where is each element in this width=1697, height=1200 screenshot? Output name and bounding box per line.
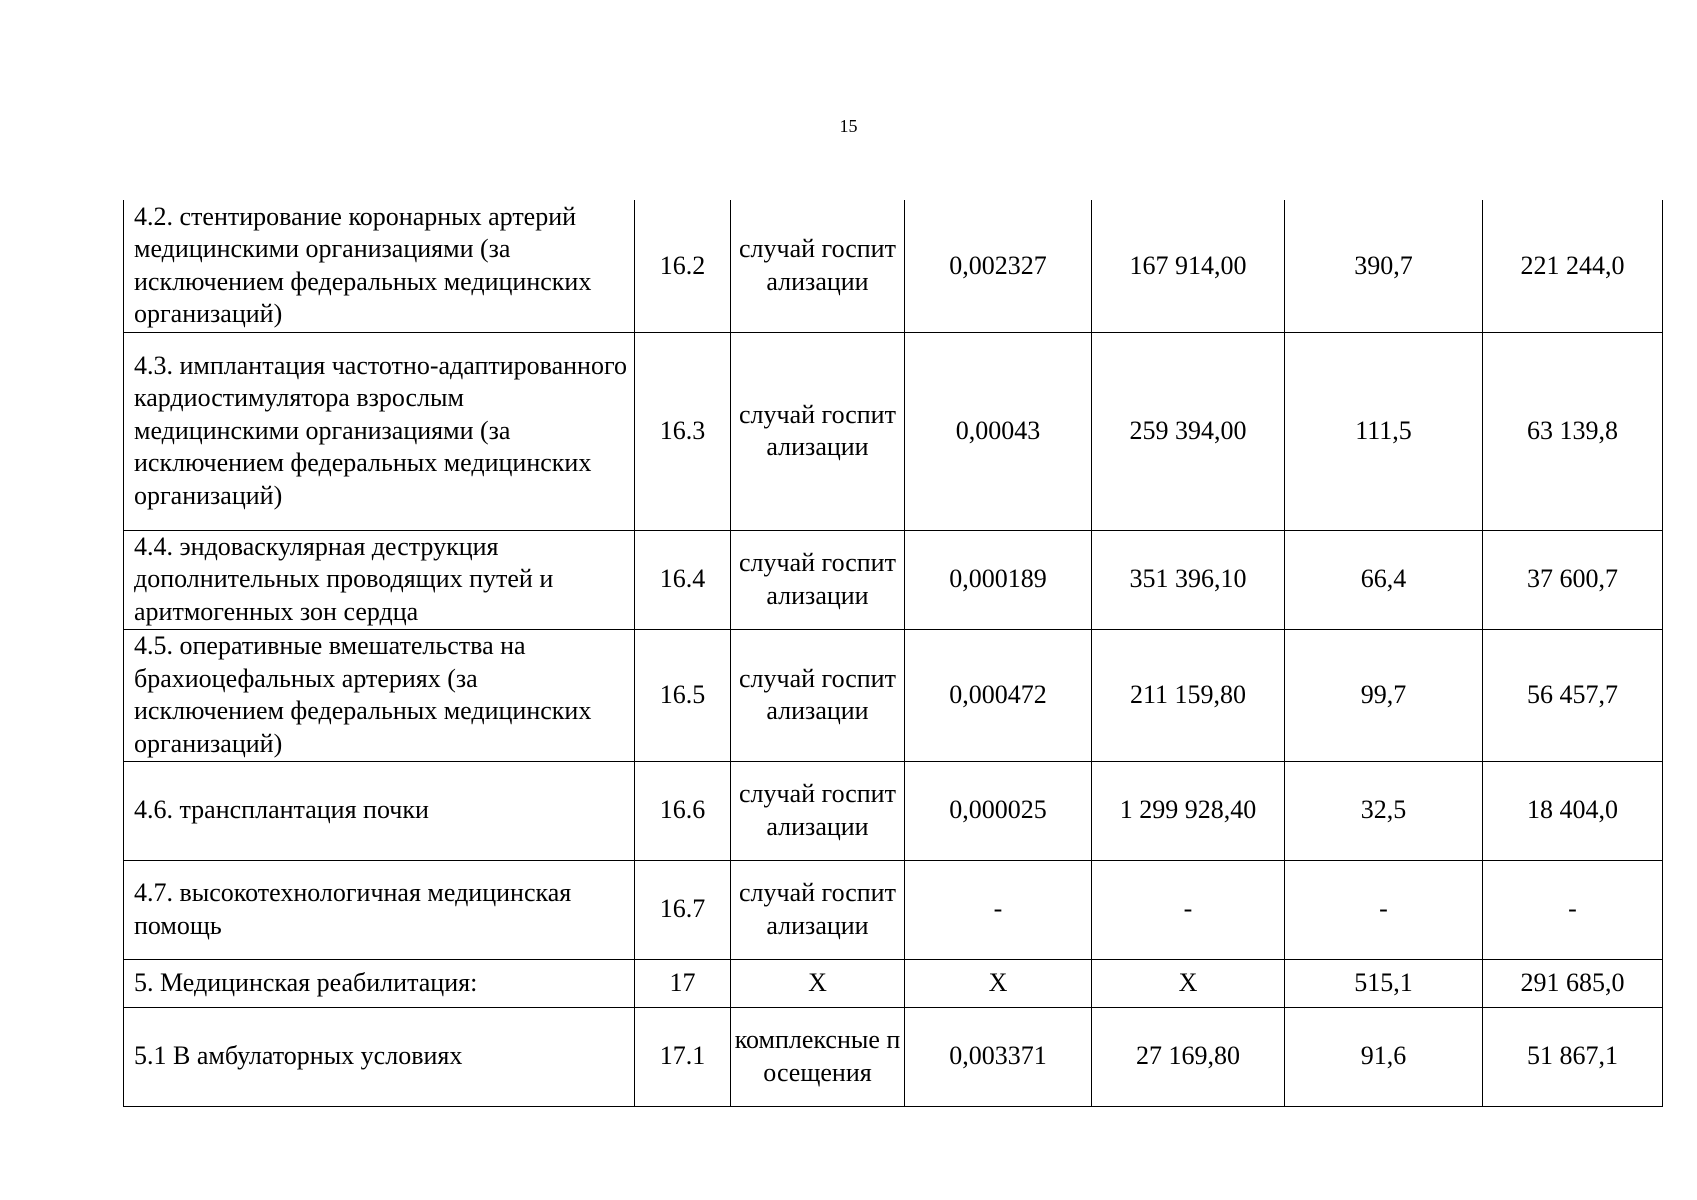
cost-cell: 211 159,80: [1092, 629, 1285, 761]
row-number-cell: 17: [635, 959, 731, 1007]
table-row: [124, 332, 1663, 530]
cost-cell: 351 396,10: [1092, 530, 1285, 629]
per-capita-cell: 91,6: [1285, 1007, 1483, 1106]
total-cell: 291 685,0: [1483, 959, 1663, 1007]
unit-cell: случай госпитализации: [731, 530, 905, 629]
unit-cell: случай госпитализации: [731, 332, 905, 530]
row-name-cell: 4.4. эндоваскулярная деструкция дополнительных проводящих путей и аритмогенных зон сердца: [124, 530, 635, 629]
table-row: [124, 530, 1663, 629]
row-name-cell: 4.3. имплантация частотно-адаптированного кардиостимулятора взрослым медицинскими организациями (за исключением федеральных медицинских организаций): [124, 332, 635, 530]
norm-cell: -: [905, 860, 1092, 959]
unit-cell: случай госпитализации: [731, 200, 905, 332]
row-name-cell: 4.5. оперативные вмешательства на брахиоцефальных артериях (за исключением федеральных медицинских организаций): [124, 629, 635, 761]
row-number-cell: 16.6: [635, 761, 731, 860]
total-cell: 51 867,1: [1483, 1007, 1663, 1106]
per-capita-cell: 32,5: [1285, 761, 1483, 860]
per-capita-cell: 390,7: [1285, 200, 1483, 332]
cost-cell: 167 914,00: [1092, 200, 1285, 332]
row-name-cell: 5.1 В амбулаторных условиях: [124, 1007, 635, 1106]
table-row: [124, 629, 1663, 761]
row-name-cell: 4.6. трансплантация почки: [124, 761, 635, 860]
unit-cell: Х: [731, 959, 905, 1007]
row-name-cell: 4.7. высокотехнологичная медицинская помощь: [124, 860, 635, 959]
norm-cell: 0,000189: [905, 530, 1092, 629]
row-name-cell: 5. Медицинская реабилитация:: [124, 959, 635, 1007]
row-number-cell: 16.7: [635, 860, 731, 959]
per-capita-cell: 515,1: [1285, 959, 1483, 1007]
total-cell: 221 244,0: [1483, 200, 1663, 332]
per-capita-cell: -: [1285, 860, 1483, 959]
row-number-cell: 16.2: [635, 200, 731, 332]
row-number-cell: 16.3: [635, 332, 731, 530]
table-row: [124, 200, 1663, 332]
total-cell: -: [1483, 860, 1663, 959]
table-row: [124, 860, 1663, 959]
cost-cell: 1 299 928,40: [1092, 761, 1285, 860]
row-number-cell: 16.4: [635, 530, 731, 629]
per-capita-cell: 66,4: [1285, 530, 1483, 629]
unit-cell: случай госпитализации: [731, 860, 905, 959]
norm-cell: 0,000025: [905, 761, 1092, 860]
total-cell: 18 404,0: [1483, 761, 1663, 860]
cost-cell: 27 169,80: [1092, 1007, 1285, 1106]
total-cell: 56 457,7: [1483, 629, 1663, 761]
unit-cell: случай госпитализации: [731, 629, 905, 761]
table-row: [124, 761, 1663, 860]
norm-cell: 0,000472: [905, 629, 1092, 761]
unit-cell: случай госпитализации: [731, 761, 905, 860]
page-number: 15: [839, 116, 858, 136]
table-row: [124, 1007, 1663, 1106]
norm-cell: 0,002327: [905, 200, 1092, 332]
norm-cell: 0,00043: [905, 332, 1092, 530]
row-name-cell: 4.2. стентирование коронарных артерий медицинскими организациями (за исключением федеральных медицинских организаций): [124, 200, 635, 332]
total-cell: 37 600,7: [1483, 530, 1663, 629]
norm-cell: Х: [905, 959, 1092, 1007]
unit-cell: комплексные посещения: [731, 1007, 905, 1106]
cost-cell: 259 394,00: [1092, 332, 1285, 530]
table-row: [124, 959, 1663, 1007]
row-number-cell: 16.5: [635, 629, 731, 761]
cost-cell: Х: [1092, 959, 1285, 1007]
row-number-cell: 17.1: [635, 1007, 731, 1106]
per-capita-cell: 99,7: [1285, 629, 1483, 761]
cost-cell: -: [1092, 860, 1285, 959]
total-cell: 63 139,8: [1483, 332, 1663, 530]
norm-cell: 0,003371: [905, 1007, 1092, 1106]
per-capita-cell: 111,5: [1285, 332, 1483, 530]
data-table: [123, 200, 1663, 1107]
